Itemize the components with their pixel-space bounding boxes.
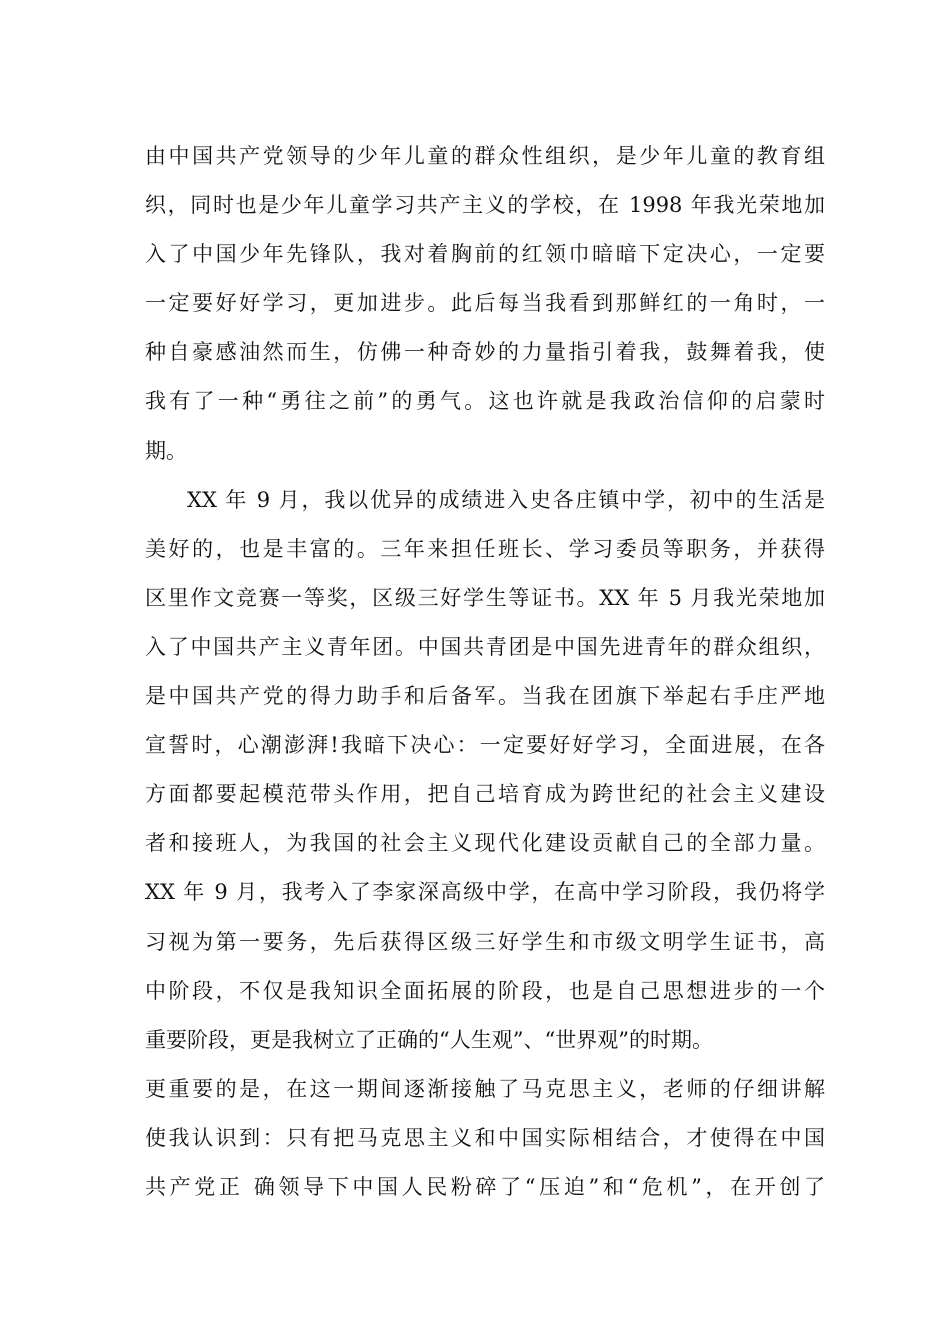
- text-line: 我有了一种“勇往之前”的勇气。这也许就是我政治信仰的启蒙时: [145, 389, 825, 414]
- text-line: 种自豪感油然而生，仿佛一种奇妙的力量指引着我，鼓舞着我，使: [145, 340, 825, 365]
- text-line: 入了中国共产主义青年团。中国共青团是中国先进青年的群众组织，: [145, 634, 825, 659]
- text-line: 使我认识到：只有把马克思主义和中国实际相结合，才使得在中国: [145, 1125, 825, 1150]
- text-line: 宣誓时，心潮澎湃!我暗下决心：一定要好好学习，全面进展，在各: [145, 733, 825, 758]
- text-line: 者和接班人，为我国的社会主义现代化建设贡献自己的全部力量。: [145, 831, 825, 856]
- document-body: [145, 132, 825, 1212]
- text-line: 方面都要起模范带头作用，把自己培育成为跨世纪的社会主义建设: [145, 782, 825, 807]
- text-line: 中阶段，不仅是我知识全面拓展的阶段，也是自己思想进步的一个: [145, 978, 825, 1003]
- text-line: 一定要好好学习，更加进步。此后每当我看到那鲜红的一角时，一: [145, 291, 825, 316]
- text-line: 织，同时也是少年儿童学习共产主义的学校，在 1998 年我光荣地加: [145, 193, 825, 218]
- text-line: 入了中国少年先锋队，我对着胸前的红领巾暗暗下定决心，一定要: [145, 242, 825, 267]
- text-line: 习视为第一要务，先后获得区级三好学生和市级文明学生证书，高: [145, 929, 825, 954]
- text-line: 是中国共产党的得力助手和后备军。当我在团旗下举起右手庄严地: [145, 684, 825, 709]
- text-line: XX 年 9 月，我考入了李家深高级中学，在高中学习阶段，我仍将学: [145, 880, 825, 905]
- text-line: 重要阶段，更是我树立了正确的“人生观”、“世界观”的时期。: [145, 1027, 713, 1052]
- text-line: 由中国共产党领导的少年儿童的群众性组织，是少年儿童的教育组: [145, 144, 825, 168]
- text-line: XX 年 9 月，我以优异的成绩进入史各庄镇中学，初中的生活是: [187, 487, 825, 512]
- text-line: 期。: [145, 438, 187, 463]
- text-line: 共产党正 确领导下中国人民粉碎了“压迫”和“危机”，在开创了: [145, 1174, 825, 1199]
- text-line: 更重要的是，在这一期间逐渐接触了马克思主义，老师的仔细讲解: [145, 1076, 825, 1101]
- text-line: 美好的，也是丰富的。三年来担任班长、学习委员等职务，并获得: [145, 536, 825, 561]
- text-line: 区里作文竞赛一等奖，区级三好学生等证书。XX 年 5 月我光荣地加: [145, 585, 825, 610]
